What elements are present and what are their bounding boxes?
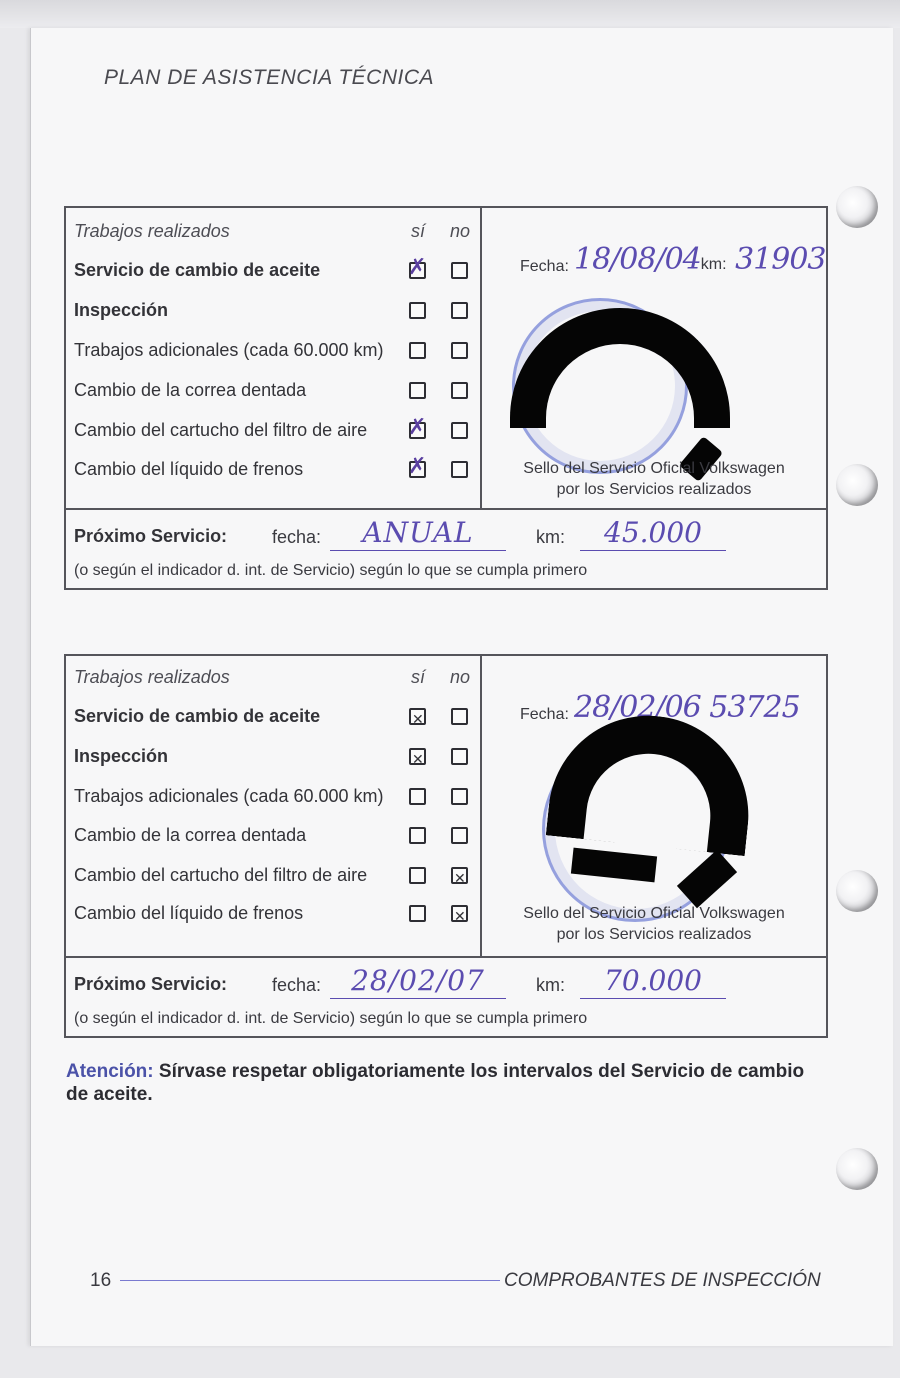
work-list-header: Trabajos realizados sí no [74, 662, 480, 692]
proximo-label: Próximo Servicio: [74, 974, 228, 994]
fecha-value: 18/08/04 [574, 242, 701, 277]
no-checkbox[interactable] [451, 262, 468, 279]
no-checkbox[interactable] [451, 867, 468, 887]
no-header: no [450, 667, 471, 687]
page-edge [0, 0, 900, 28]
km-value: 53725 [709, 690, 800, 725]
binder-hole-icon [836, 186, 878, 228]
work-item-label: Servicio de cambio de aceite [74, 260, 321, 280]
work-item-label: Cambio de la correa dentada [74, 825, 307, 845]
footer-divider [120, 1280, 500, 1281]
work-item-label: Inspección [74, 300, 169, 320]
inspection-card-1 [64, 206, 828, 590]
work-item [74, 295, 480, 325]
check-icon: ✕ [412, 752, 424, 768]
inspection-card-2 [64, 654, 828, 1038]
attention-text: Sírvase respetar obligatoriamente los intervalos del Servicio de cambio de aceite. [66, 1061, 805, 1105]
next-fecha-label: fecha: [272, 527, 322, 547]
work-item [74, 781, 480, 811]
work-item [74, 335, 480, 365]
si-checkbox[interactable] [409, 302, 426, 319]
binder-hole-icon [836, 870, 878, 912]
no-checkbox[interactable] [451, 788, 468, 805]
next-fecha-value: 28/02/07 [330, 964, 506, 999]
next-fecha-label: fecha: [272, 975, 322, 995]
handwritten-check-icon: ✗ [408, 454, 427, 479]
km-inline-label: km: [700, 256, 727, 273]
fecha-label: Fecha: [520, 706, 569, 723]
si-checkbox[interactable] [409, 342, 426, 359]
work-item [74, 415, 480, 445]
work-item-label: Cambio del cartucho del filtro de aire [74, 865, 368, 885]
no-checkbox[interactable] [451, 382, 468, 399]
segun-note: (o según el indicador d. int. de Servicio) según lo que se cumpla primero [74, 562, 588, 579]
next-service [66, 510, 826, 588]
next-km-label: km: [536, 975, 565, 995]
handwritten-check-icon: ✗ [408, 415, 427, 440]
fecha-label: Fecha: [520, 258, 569, 275]
binder-hole-icon [836, 1148, 878, 1190]
work-list [66, 208, 482, 508]
check-icon: ✕ [412, 712, 424, 728]
work-item-label: Cambio del líquido de frenos [74, 459, 304, 479]
work-item [74, 454, 480, 484]
sello-line-2: por los Servicios realizados [556, 926, 752, 943]
si-checkbox[interactable] [409, 905, 426, 922]
binder-hole-icon [836, 464, 878, 506]
no-header: no [450, 221, 471, 241]
si-checkbox[interactable] [409, 788, 426, 805]
si-checkbox[interactable] [408, 415, 427, 440]
check-icon: ✕ [454, 909, 466, 925]
work-item [74, 375, 480, 405]
no-checkbox[interactable] [451, 905, 468, 925]
next-service [66, 958, 826, 1036]
check-icon: ✕ [454, 871, 466, 887]
work-item [74, 255, 480, 285]
handwritten-check-icon: ✗ [408, 255, 427, 280]
sello-line-2: por los Servicios realizados [556, 481, 752, 498]
fecha-value: 28/02/06 [574, 690, 701, 725]
si-header: sí [410, 667, 425, 687]
si-checkbox[interactable] [409, 382, 426, 399]
work-item-label: Cambio del líquido de frenos [74, 903, 304, 923]
next-fecha-value: ANUAL [330, 516, 506, 551]
proximo-label: Próximo Servicio: [74, 526, 228, 546]
no-checkbox[interactable] [451, 827, 468, 844]
service-stamp-area [482, 656, 826, 956]
si-checkbox[interactable] [409, 708, 426, 728]
next-km-label: km: [536, 527, 565, 547]
work-item [74, 701, 480, 731]
no-checkbox[interactable] [451, 748, 468, 765]
work-item-label: Cambio de la correa dentada [74, 380, 307, 400]
km-value: 31903 [735, 242, 826, 277]
work-item-label: Trabajos adicionales (cada 60.000 km) [74, 340, 384, 360]
no-checkbox[interactable] [451, 422, 468, 439]
si-checkbox[interactable] [408, 255, 427, 280]
work-list [66, 656, 482, 956]
no-checkbox[interactable] [451, 342, 468, 359]
attention-note [66, 1060, 826, 1106]
work-item-label: Servicio de cambio de aceite [74, 706, 321, 726]
work-list-header: Trabajos realizados sí no [74, 216, 480, 246]
si-header: sí [410, 221, 425, 241]
next-km-value: 45.000 [580, 516, 726, 551]
footer-title: COMPROBANTES DE INSPECCIÓN [504, 1270, 821, 1291]
work-item [74, 741, 480, 771]
si-checkbox[interactable] [409, 867, 426, 884]
page-number: 16 [90, 1270, 112, 1291]
next-km-value: 70.000 [580, 964, 726, 999]
work-item [74, 820, 480, 850]
handwritten-fecha-km [574, 242, 826, 277]
work-item [74, 898, 480, 928]
attention-label: Atención: [66, 1061, 154, 1082]
no-checkbox[interactable] [451, 708, 468, 725]
work-item-label: Inspección [74, 746, 169, 766]
page-title: PLAN DE ASISTENCIA TÉCNICA [104, 66, 435, 89]
si-checkbox[interactable] [409, 827, 426, 844]
si-checkbox[interactable] [409, 748, 426, 768]
redaction-arc-icon [546, 706, 758, 856]
work-item [74, 860, 480, 890]
service-stamp-area [482, 208, 826, 508]
work-item-label: Trabajos adicionales (cada 60.000 km) [74, 786, 384, 806]
no-checkbox[interactable] [451, 461, 468, 478]
work-item-label: Cambio del cartucho del filtro de aire [74, 420, 368, 440]
no-checkbox[interactable] [451, 302, 468, 319]
segun-note: (o según el indicador d. int. de Servicio) según lo que se cumpla primero [74, 1010, 588, 1027]
sello-line-1: Sello del Servicio Oficial Volkswagen [523, 905, 785, 922]
si-checkbox[interactable] [408, 454, 427, 479]
handwritten-fecha-km [574, 690, 800, 725]
sello-line-1: Sello del Servicio Oficial Volkswagen [523, 460, 785, 477]
